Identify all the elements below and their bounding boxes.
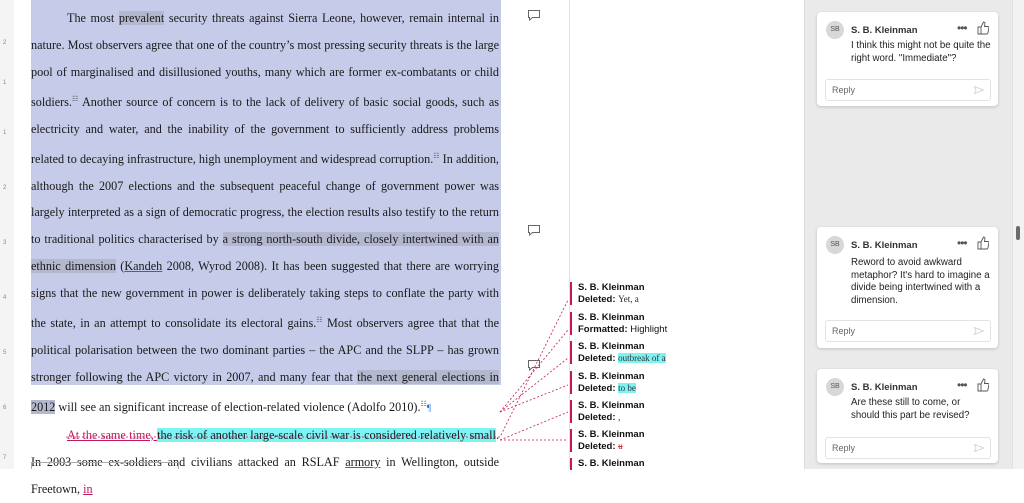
comment-card[interactable] — [817, 227, 998, 348]
revision-author: S. B. Kleinman — [578, 371, 645, 382]
highlighted-phrase[interactable]: the risk of another large-scale civil war is considered relatively small — [157, 427, 496, 442]
inserted-text: At the same time, — [67, 427, 158, 442]
comment-text: Are these still to come, or should this part be revised? — [851, 397, 970, 421]
revision-author: S. B. Kleinman — [578, 341, 645, 352]
text-run: 2008, Wyrod 2008). It has been suggested that there are worrying signs that the new government in power is deliberately taking steps to conflate the party with the state, in an attempt to consolidate its electoral gains. — [31, 259, 499, 331]
inserted-text: in — [83, 481, 93, 496]
ruler-tick: 3 — [3, 240, 7, 246]
spelling-flagged-word[interactable]: armory — [345, 454, 381, 469]
like-icon[interactable] — [977, 21, 989, 35]
revision-author: S. B. Kleinman — [578, 282, 645, 293]
ruler-tick: 5 — [3, 350, 7, 356]
revision-text: Yet, a — [618, 293, 639, 304]
comment-author: S. B. Kleinman — [851, 382, 918, 393]
send-icon[interactable] — [974, 86, 984, 94]
revision-balloon[interactable] — [570, 429, 682, 452]
revision-author: S. B. Kleinman — [578, 400, 645, 411]
commented-phrase-elections[interactable]: the next general elections in 2012 — [31, 369, 500, 414]
revision-action: Deleted: — [578, 411, 616, 423]
revision-balloon[interactable] — [570, 341, 682, 364]
revision-author: S. B. Kleinman — [578, 429, 645, 440]
comment-card[interactable] — [817, 12, 998, 106]
footnote-anchor-icon[interactable]: ☷ — [433, 151, 440, 160]
reply-placeholder: Reply — [832, 443, 856, 453]
text-run: in Wellington, outside Freetown, — [31, 454, 499, 496]
ruler-tick: 7 — [3, 455, 7, 461]
comment-text: Reword to avoid awkward metaphor? It's hard to imagine a divide being intertwined with a dimension. — [851, 257, 990, 306]
avatar: SB — [826, 378, 844, 396]
comment-card[interactable] — [817, 369, 998, 463]
revision-balloon[interactable] — [570, 282, 682, 305]
like-icon[interactable] — [977, 378, 989, 392]
more-options-icon[interactable]: ••• — [957, 378, 967, 392]
ruler-tick: 2 — [3, 185, 7, 191]
text-run: Most observers agree that that the political polarisation between the two dominant parties – the APC and the SLPP – has grown stronger following the APC victory in 2007, and many fear that — [31, 316, 499, 384]
revision-action: Deleted: — [578, 293, 616, 305]
comment-text: I think this might not be quite the right word. "Immediate"? — [851, 40, 991, 64]
revision-balloon[interactable] — [570, 312, 682, 335]
reply-input[interactable] — [825, 79, 991, 101]
more-options-icon[interactable]: ••• — [957, 21, 967, 35]
ruler-tick: 6 — [3, 405, 7, 411]
avatar: SB — [826, 236, 844, 254]
revision-text: u — [618, 440, 623, 451]
revision-action: Deleted: — [578, 440, 616, 452]
revision-text: Highlight — [630, 323, 668, 335]
commented-phrase-divide[interactable]: a strong north-south divide, closely intertwined with an ethnic dimension — [31, 232, 499, 274]
reply-input[interactable] — [825, 437, 991, 459]
more-options-icon[interactable]: ••• — [957, 236, 967, 250]
ruler-tick: 2 — [3, 40, 7, 46]
revision-text: , — [618, 411, 621, 422]
revision-author: S. B. Kleinman — [578, 458, 645, 469]
ruler-tick: 1 — [3, 80, 7, 86]
text-run: . In 2003 some ex-soldiers and civilians attacked an RSLAF — [31, 427, 499, 469]
revision-action: Formatted: — [578, 323, 628, 335]
paragraph-mark-icon: ¶ — [426, 402, 431, 413]
footnote-anchor-icon[interactable]: ☷ — [420, 399, 427, 408]
text-run: security threats against Sierra Leone, however, remain internal in nature. Most observers agree that one of the country’s most pressing security threats is the large pool of marginalised and disillusioned youths, many which are former ex-combatants or child soldiers. — [31, 11, 500, 109]
commented-word-prevalent[interactable]: prevalent — [118, 11, 165, 25]
ruler-tick: 4 — [3, 295, 7, 301]
ruler-tick: 1 — [3, 130, 7, 136]
revision-action: Deleted: — [578, 352, 616, 364]
reply-placeholder: Reply — [832, 326, 856, 336]
revision-balloon[interactable] — [570, 371, 682, 394]
scrollbar-thumb[interactable] — [1016, 226, 1020, 240]
avatar: SB — [826, 21, 844, 39]
send-icon[interactable] — [974, 327, 984, 335]
footnote-anchor-icon[interactable]: ☷ — [316, 316, 323, 325]
text-run: In addition, although the 2007 elections and the subsequent peaceful change of government power was largely interpreted as a sign of democratic progress, the election results also testify to the return to traditional politics characterised by — [31, 151, 499, 247]
revision-balloon[interactable] — [570, 458, 682, 470]
text-run: Another source of concern is to the lack of delivery of basic social goods, such as electricity and water, and the inability of the government to sufficiently address problems related to decaying infrastructure, high unemployment and widespread corruption. — [31, 94, 499, 166]
reply-input[interactable] — [825, 320, 991, 342]
footnote-anchor-icon[interactable]: ☷ — [71, 94, 79, 103]
revision-author: S. B. Kleinman — [578, 312, 645, 323]
comment-author: S. B. Kleinman — [851, 25, 918, 36]
revision-text: outbreak of a — [618, 352, 666, 363]
revision-action: Deleted: — [578, 382, 616, 394]
like-icon[interactable] — [977, 236, 989, 250]
revision-text: to be — [618, 382, 636, 393]
margin-area — [676, 0, 804, 469]
comment-author: S. B. Kleinman — [851, 240, 918, 251]
text-run: ( — [115, 259, 125, 274]
revision-balloon[interactable] — [570, 400, 682, 423]
text-run: The most — [67, 11, 119, 25]
reply-placeholder: Reply — [832, 85, 856, 95]
text-run: will see an significant increase of election-related violence (Adolfo 2010). — [55, 399, 421, 414]
send-icon[interactable] — [974, 444, 984, 452]
spelling-flagged-word[interactable]: Kandeh — [124, 259, 163, 274]
